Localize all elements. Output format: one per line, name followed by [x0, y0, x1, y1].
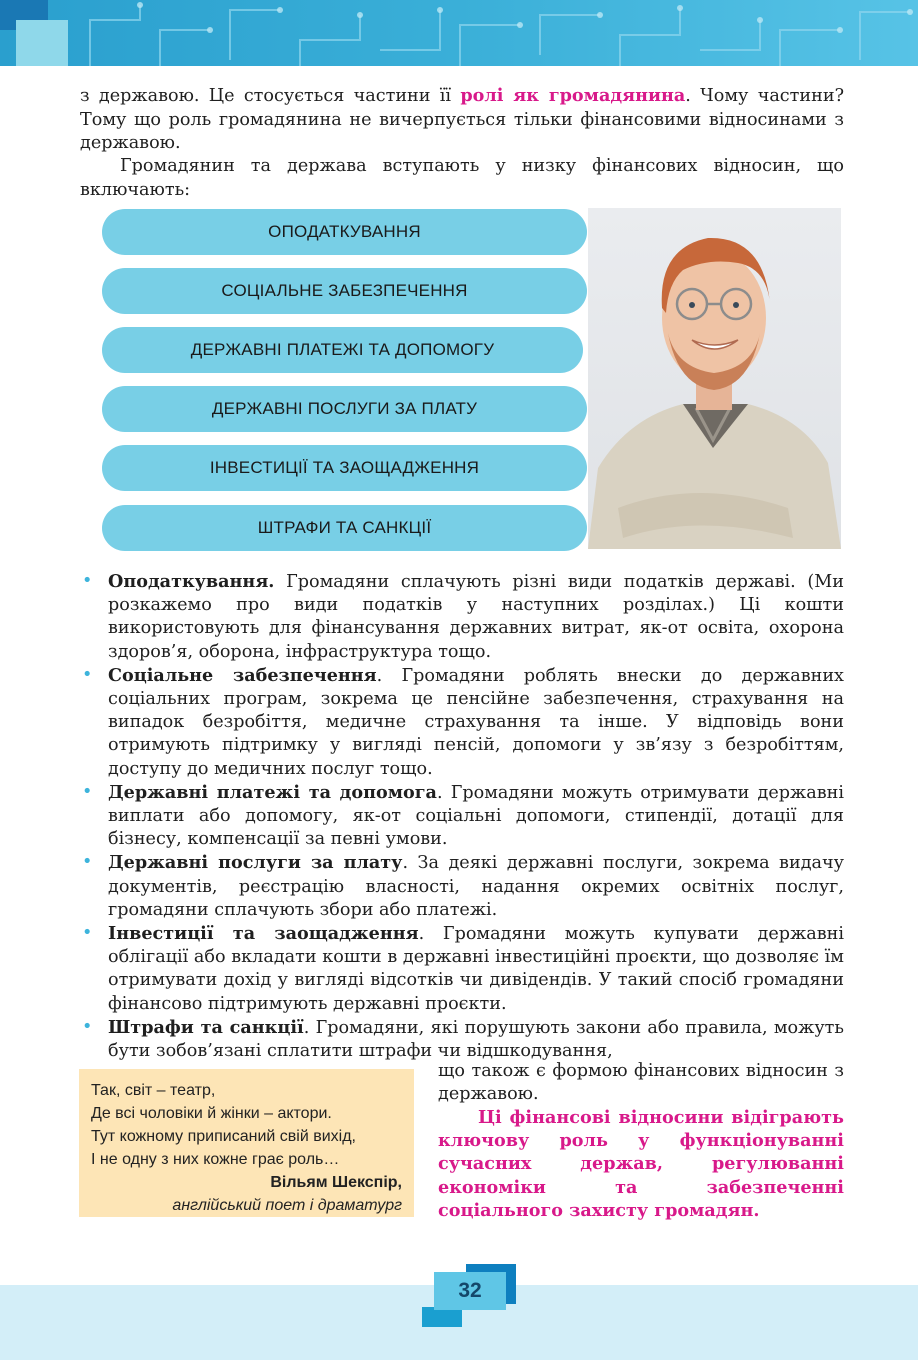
- list-item-term: Державні платежі та допомога: [108, 781, 437, 803]
- intro-paragraph-2: Громадянин та держава вступають у низку фінансових відносин, що включають:: [80, 156, 844, 200]
- list-item-text: . Громадяни роблять внески до державних соціальних програм, зокрема це пенсійне забезпечення, страхування на випадок безробіття, медичне страхування та інше. У відповідь вони отримують підтримку у вигляді пенсій, допомоги у зв’язу з безробіттям, доступу до медичних послуг тощо.: [108, 665, 844, 779]
- list-item: [82, 1016, 844, 1063]
- pill-investments: ІНВЕСТИЦІЇ ТА ЗАОЩАДЖЕННЯ: [102, 445, 587, 491]
- bullet-icon: •: [82, 781, 93, 802]
- bullet-icon: •: [82, 1016, 93, 1037]
- smiling-man-illustration: [588, 208, 841, 549]
- relations-list: [82, 570, 845, 1063]
- continuation-text: що також є формою фінансових відносин з державою.: [438, 1061, 844, 1105]
- list-item-term: Соціальне забезпечення: [108, 664, 377, 686]
- quote-line: Тут кожному приписаний свій вихід,: [91, 1128, 356, 1145]
- bullet-icon: •: [82, 571, 93, 591]
- page-number-decoration: [422, 1307, 462, 1327]
- list-item: [82, 922, 845, 1016]
- citizen-photo: [588, 208, 841, 549]
- list-item-text: . За деякі державні послуги, зокрема видачу документів, реєстрацію власності, надання окремих освітніх послуг, громадяни сплачують збори або платежі.: [108, 853, 844, 920]
- quote-author: Вільям Шекспір,: [270, 1174, 402, 1191]
- corner-decoration-light: [16, 20, 68, 66]
- quote-line: Так, світ – театр,: [91, 1082, 216, 1099]
- quote-line: Де всі чоловіки й жінки – актори.: [91, 1105, 332, 1122]
- list-item-text: Громадяни сплачують різні види податків державі. (Ми розкажемо про види податків у наступних розділах.) Ці кошти використовують для фінансування державних витрат, як-от освіта, охорона здоров’я, оборона, інфраструктура тощо.: [108, 572, 844, 662]
- quote-author-role: англійський поет і драматург: [172, 1197, 402, 1214]
- bullet-icon: •: [82, 664, 93, 685]
- list-item-term: Інвестиції та заощадження: [108, 923, 419, 945]
- list-item: [82, 664, 844, 781]
- list-item: [82, 570, 844, 664]
- list-item-term: Оподаткування.: [108, 571, 275, 592]
- bullet-icon: •: [82, 852, 93, 873]
- intro-text-start: з державою. Це стосується частини її: [80, 86, 461, 106]
- intro-paragraph: [80, 84, 844, 156]
- pill-state-payments: ДЕРЖАВНІ ПЛАТЕЖІ ТА ДОПОМОГУ: [102, 327, 583, 373]
- list-item-text: . Громадяни, які порушують закони або правила, можуть бути зобов’язані сплатити штрафи чи відшкодування,: [108, 1017, 844, 1062]
- intro-text-end: . Чому частини? Тому що роль громадянина не вичерпується тільки фінансовими відносинами з державою.: [80, 86, 845, 153]
- list-item-term: Штрафи та санкції: [108, 1016, 304, 1038]
- bullet-icon: •: [82, 923, 93, 944]
- pill-social-security: СОЦІАЛЬНЕ ЗАБЕЗПЕЧЕННЯ: [102, 268, 587, 314]
- circuit-pattern: [0, 0, 918, 66]
- shakespeare-quote: [79, 1069, 414, 1217]
- list-item: [82, 851, 844, 922]
- quote-line: І не одну з них кожне грає роль…: [91, 1151, 340, 1168]
- header-band: [0, 0, 918, 66]
- pill-taxation: ОПОДАТКУВАННЯ: [102, 209, 587, 255]
- intro-highlight: ролі як громадянина: [460, 85, 686, 106]
- list-item: [82, 781, 844, 852]
- pill-paid-services: ДЕРЖАВНІ ПОСЛУГИ ЗА ПЛАТУ: [102, 386, 587, 432]
- pill-fines: ШТРАФИ ТА САНКЦІЇ: [102, 505, 587, 551]
- conclusion-text: Ці фінансові відносини відіграють ключову роль у функціонуванні сучасних держав, регулюванні економіки та забезпеченні соціального захисту громадян.: [438, 1107, 844, 1221]
- list-item-text: . Громадяни можуть отримувати державні виплати або допомогу, як-от соціальні допомоги, стипендії, дотації для бізнесу, компенсації за певні умови.: [108, 782, 844, 850]
- list-item-text: . Громадяни можуть купувати державні облігації або вкладати кошти в державні інвестиційні проєкти, що дозволяє їм отримувати дохід у вигляді відсотків чи дивідендів. У такий спосіб громадяни фінансово підтримують державні проєкти.: [108, 924, 845, 1014]
- page-number: 32: [434, 1272, 506, 1310]
- list-item-term: Державні послуги за плату: [108, 852, 403, 874]
